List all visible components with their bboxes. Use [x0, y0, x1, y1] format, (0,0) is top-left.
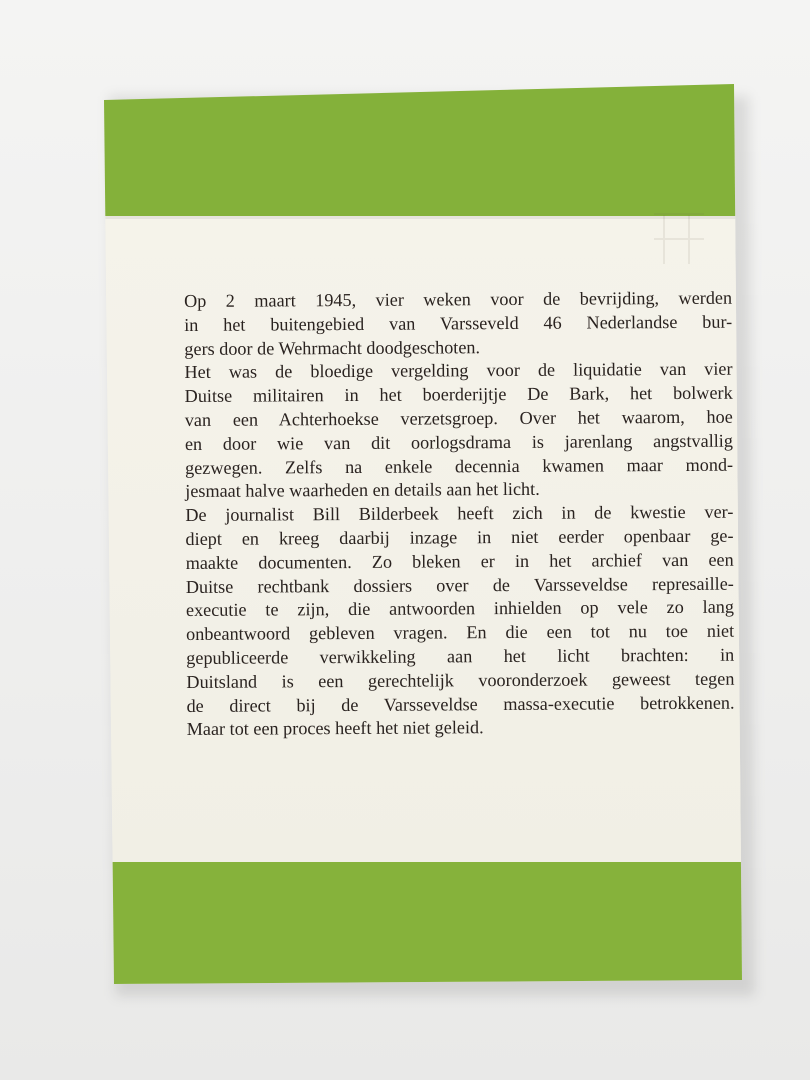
blurb-line: in het buitengebied van Varsseveld 46 Nederlandse bur- [184, 311, 733, 335]
blurb-line: Duitse militairen in het boerderijtje De Bark, het bolwerk [184, 382, 733, 407]
blurb-line: maakte documenten. Zo bleken er in het archief van een [185, 549, 734, 573]
back-cover-blurb [184, 287, 735, 742]
blurb-line: Duitsland is een gerechtelijk vooronderzoek geweest tegen [186, 668, 735, 692]
blurb-line: diept en kreeg daarbij inzage in niet eerder openbaar ge- [185, 525, 734, 549]
blurb-line: en door wie van dit oorlogsdrama is jarenlang angstvallig [184, 430, 733, 454]
blurb-line: executie te zijn, die antwoorden inhielden op vele zo lang [185, 597, 735, 621]
blurb-line: Het was de bloedige vergelding voor de liquidatie van vier [184, 359, 733, 383]
blurb-line: onbeantwoord gebleven vragen. En die een tot nu toe niet [186, 620, 735, 645]
blurb-line: jesmaat halve waarheden en details aan het licht. [185, 479, 540, 502]
blurb-line: gepubliceerde verwikkeling aan het licht brachten: in [186, 644, 735, 668]
blurb-line: Maar tot een proces heeft het niet geleid. [186, 717, 484, 740]
bottom-green-band [104, 862, 742, 984]
blurb-line: gezwegen. Zelfs na enkele decennia kwamen maar mond- [185, 454, 734, 478]
blurb-line: gers door de Wehrmacht doodgeschoten. [184, 336, 481, 359]
blurb-line: Op 2 maart 1945, vier weken voor de bevrijding, werden [184, 287, 733, 311]
blurb-line: van een Achterhoekse verzetsgroep. Over het waarom, hoe [184, 406, 733, 430]
blurb-line: de direct bij de Varsseveldse massa-executie betrokkenen. [186, 692, 735, 716]
blurb-line: Duitse rechtbank dossiers over de Varsseveldse represaille- [185, 573, 734, 597]
top-green-band [104, 84, 742, 216]
faint-stamp-mark [644, 204, 714, 274]
blurb-line: De journalist Bill Bilderbeek heeft zich in de kwestie ver- [185, 501, 734, 526]
